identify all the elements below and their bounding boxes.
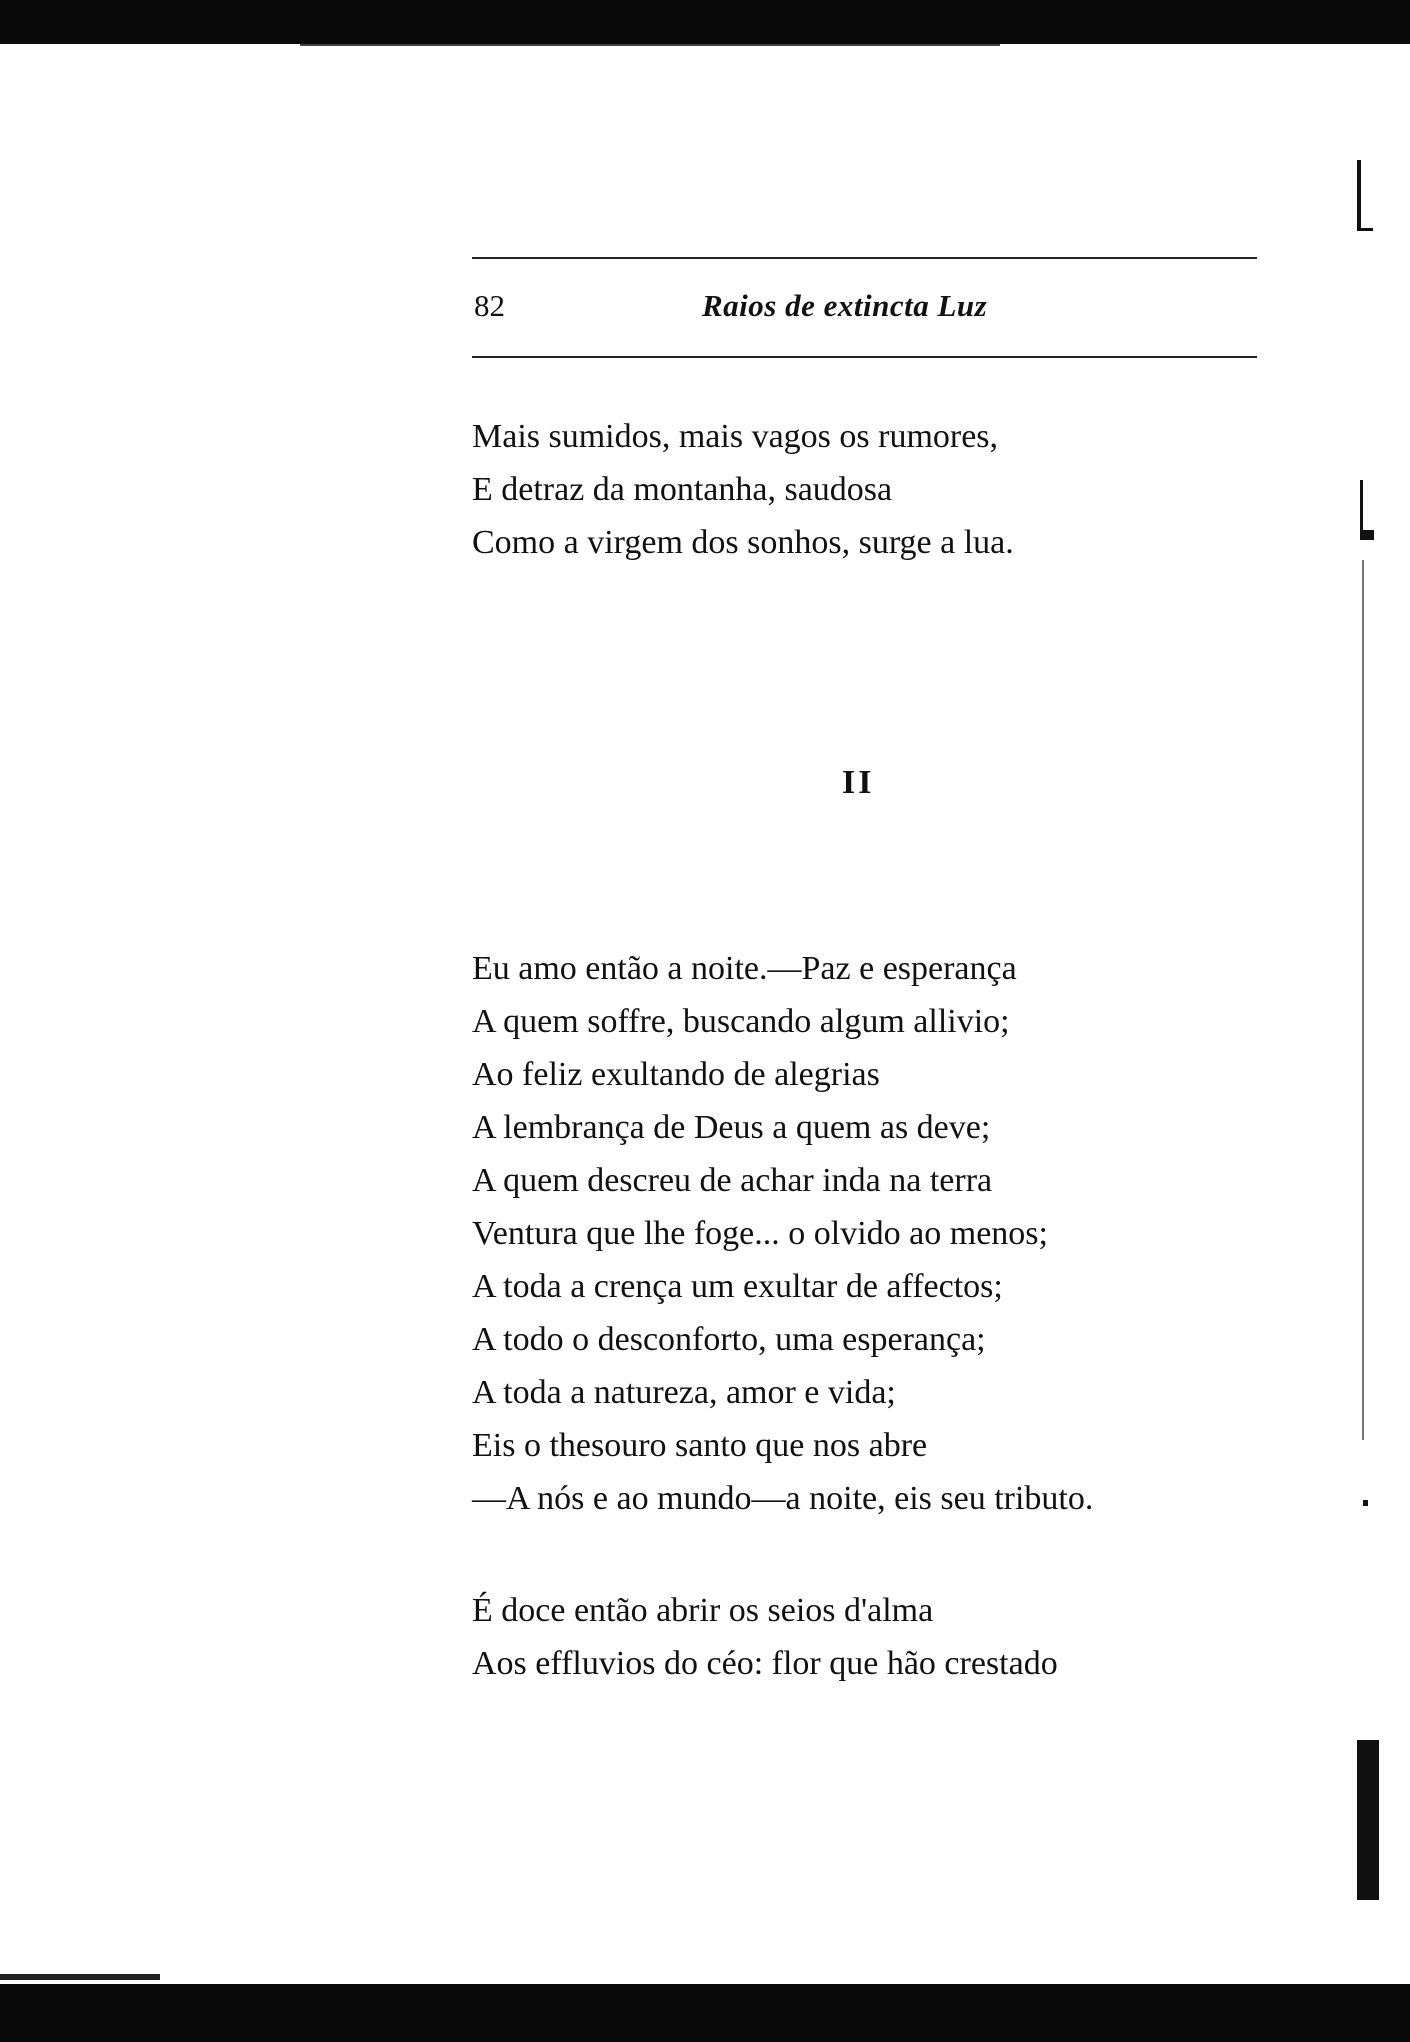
verse-line: A todo o desconforto, uma esperança; [472,1321,986,1358]
page-header [472,288,1257,328]
verse-line: A toda a crença um exultar de affectos; [472,1268,1003,1305]
verse-line: Mais sumidos, mais vagos os rumores, [472,418,999,455]
stanza-3 [472,1584,1058,1690]
page-edge-mark [1357,228,1373,231]
scan-border-top [0,0,1410,44]
verse-line: Ventura que lhe foge... o olvido ao menos; [472,1215,1048,1252]
page-number: 82 [474,288,505,323]
page-edge-mark [1357,160,1361,230]
verse-line: É doce então abrir os seios d'alma [472,1592,934,1629]
running-title: Raios de extincta Luz [702,288,988,323]
verse-line: A quem soffre, buscando algum allivio; [472,1003,1010,1040]
page-edge-mark [1357,1740,1379,1900]
scan-border-top-line [300,44,1000,46]
header-rule-top [472,257,1257,259]
section-heading: II [842,764,875,801]
verse-line: —A nós e ao mundo—a noite, eis seu tributo. [472,1480,1094,1517]
verse-line: A lembrança de Deus a quem as deve; [472,1109,991,1146]
verse-line: A quem descreu de achar inda na terra [472,1162,993,1199]
scan-border-bottom-line [0,1974,160,1980]
page-edge-mark [1362,560,1364,1440]
stanza-2 [472,942,1093,1525]
verse-line: Como a virgem dos sonhos, surge a lua. [472,524,1014,561]
verse-line: Eu amo então a noite.—Paz e esperança [472,950,1017,987]
verse-line: Aos effluvios do céo: flor que hão crestado [472,1645,1058,1682]
stanza-1 [472,410,1014,569]
verse-line: E detraz da montanha, saudosa [472,471,893,508]
verse-line: A toda a natureza, amor e vida; [472,1374,896,1411]
header-rule-bottom [472,356,1257,358]
verse-line: Ao feliz exultando de alegrias [472,1056,880,1093]
scan-border-bottom [0,1984,1410,2042]
verse-line: Eis o thesouro santo que nos abre [472,1427,928,1464]
page-edge-mark [1360,530,1374,540]
page-edge-mark [1363,1500,1368,1506]
